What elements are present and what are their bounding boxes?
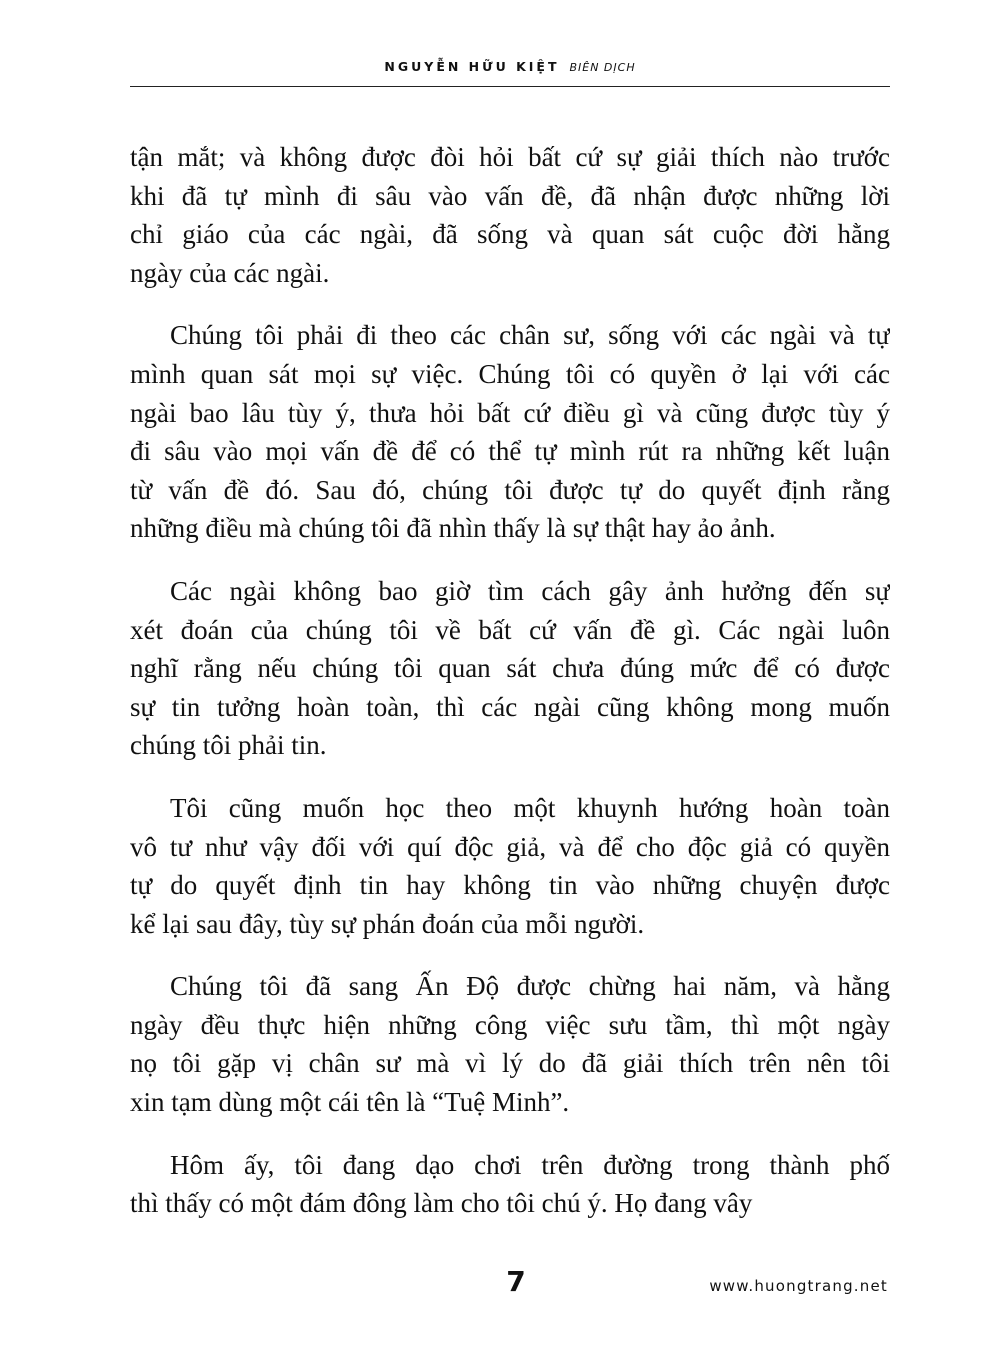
text-line: Hôm ấy, tôi đang dạo chơi trên đường trong thành phố [170,1149,890,1180]
paragraph [130,138,890,292]
text-line: xét đoán của chúng tôi về bất cứ vấn đề gì. Các ngài luôn [130,614,890,645]
paragraph [130,1146,890,1223]
paragraph [130,316,890,548]
header-divider [130,86,890,87]
text-line: thì thấy có một đám đông làm cho tôi chú ý. Họ đang vây [130,1188,753,1219]
header-author: NGUYỄN HỮU KIỆT [384,59,560,74]
text-line: Tôi cũng muốn học theo một khuynh hướng hoàn toàn [170,792,890,823]
text-line: kể lại sau đây, tùy sự phán đoán của mỗi người. [130,908,645,939]
text-line: Chúng tôi đã sang Ấn Độ được chừng hai năm, và hằng [170,971,890,1002]
text-line: Các ngài không bao giờ tìm cách gây ảnh hưởng đến sự [170,575,890,606]
header-role: BIÊN DỊCH [569,61,636,74]
text-line: những điều mà chúng tôi đã nhìn thấy là sự thật hay ảo ảnh. [130,513,776,544]
paragraph [130,967,890,1121]
page-number: 7 [506,1265,526,1298]
text-line: xin tạm dùng một cái tên là “Tuệ Minh”. [130,1087,570,1118]
text-line: sự tin tưởng hoàn toàn, thì các ngài cũng không mong muốn [130,691,890,722]
website-url: www.huongtrang.net [709,1277,888,1295]
running-header [130,58,890,77]
text-line: mình quan sát mọi sự việc. Chúng tôi có quyền ở lại với các [130,358,890,389]
text-line: từ vấn đề đó. Sau đó, chúng tôi được tự do quyết định rằng [130,474,890,505]
text-line: nghĩ rằng nếu chúng tôi quan sát chưa đúng mức để có được [130,653,890,684]
text-line: ngày đều thực hiện những công việc sưu tầm, thì một ngày [130,1009,890,1040]
text-line: khi đã tự mình đi sâu vào vấn đề, đã nhận được những lời [130,180,890,211]
text-line: vô tư như vậy đối với quí độc giả, và để cho độc giả có quyền [130,831,890,862]
body-text [130,138,890,1223]
text-line: chỉ giáo của các ngài, đã sống và quan sát cuộc đời hằng [130,219,890,250]
paragraph [130,789,890,943]
text-line: tự do quyết định tin hay không tin vào những chuyện được [130,870,890,901]
text-line: chúng tôi phải tin. [130,730,327,761]
text-line: ngài bao lâu tùy ý, thưa hỏi bất cứ điều gì và cũng được tùy ý [130,397,890,428]
text-line: Chúng tôi phải đi theo các chân sư, sống với các ngài và tự [170,320,890,351]
text-line: đi sâu vào mọi vấn đề để có thể tự mình rút ra những kết luận [130,436,890,467]
paragraph [130,572,890,765]
text-line: nọ tôi gặp vị chân sư mà vì lý do đã giải thích trên nên tôi [130,1048,890,1079]
text-line: ngày của các ngài. [130,257,330,288]
text-line: tận mắt; và không được đòi hỏi bất cứ sự giải thích nào trước [130,142,890,172]
